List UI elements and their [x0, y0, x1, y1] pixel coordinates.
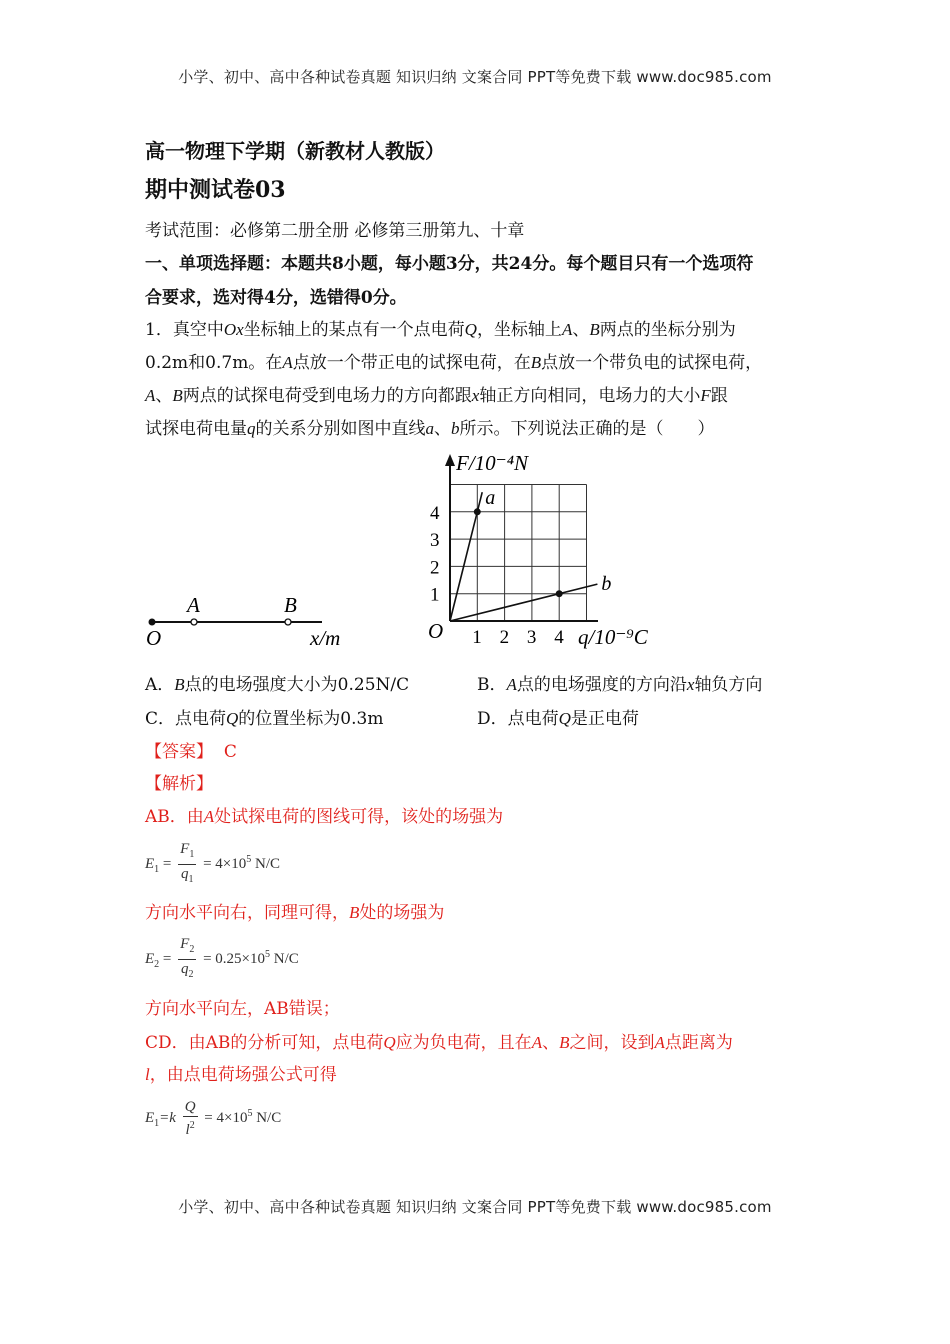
footer-banner: 小学、初中、高中各种试卷真题 知识归纳 文案合同 PPT等免费下载 www.doc985.com	[178, 1198, 772, 1216]
option-b[interactable]: B．A点的电场强度的方向沿x轴负方向	[477, 675, 763, 695]
section-heading-line2: 合要求，选对得4分，选错得0分。	[145, 288, 407, 308]
series-line-b	[450, 584, 597, 621]
y-tick-label: 2	[430, 557, 440, 579]
x-axis-figure	[140, 585, 370, 655]
y-tick-label: 3	[430, 530, 440, 552]
formula-e1-coulomb: $E_1=k$ $\frac{Q}{l^2}$ = $4\times 10^5$ N/C	[145, 1099, 282, 1138]
point-b-label: B	[284, 593, 297, 617]
f-q-chart	[420, 448, 670, 658]
chart-origin-label: O	[428, 619, 444, 643]
answer-value: C	[223, 742, 237, 762]
series-label-a: a	[485, 487, 496, 510]
answer-label: 【答案】	[145, 742, 213, 762]
paper-title: 高一物理下学期（新教材人教版）	[145, 139, 445, 163]
paper-subtitle: 期中测试卷03	[145, 177, 286, 203]
analysis-cd-line: CD．由AB的分析可知，点电荷Q应为负电荷，且在A、B之间，设到A点距离为	[145, 1033, 733, 1053]
series-point-a	[474, 508, 481, 515]
question-line-1: 1．真空中Ox坐标轴上的某点有一个点电荷Q，坐标轴上A、B两点的坐标分别为	[145, 320, 736, 340]
question-line-4: 试探电荷电量q的关系分别如图中直线a、b所示。下列说法正确的是（ ）	[145, 419, 715, 439]
axis-label: x/m	[310, 626, 341, 650]
x-tick-label: 4	[554, 627, 564, 648]
question-line-2: 0.2m和0.7m。在A点放一个带正电的试探电荷，在B点放一个带负电的试探电荷，	[145, 353, 763, 373]
section-heading-line1: 一、单项选择题：本题共8小题，每小题3分，共24分。每个题目只有一个选项符	[145, 254, 754, 274]
series-point-b	[556, 590, 563, 597]
x-tick-label: 1	[472, 627, 482, 648]
x-tick-label: 3	[526, 627, 537, 648]
option-a[interactable]: A．B点的电场强度大小为0.25N/C	[145, 675, 410, 695]
y-tick-label: 4	[430, 502, 440, 524]
point-b-marker	[285, 619, 291, 625]
formula-e2: $E_2$ = $\frac{F_2}{q_2}$ = $0.25\times 10^5$ N/C	[145, 936, 299, 980]
origin-label: O	[146, 626, 162, 650]
formula-e1: $E_1$ = $\frac{F_1}{q_1}$ = $4\times 10^5$ N/C	[145, 841, 280, 885]
series-label-b: b	[601, 573, 612, 596]
y-axis-label: F/10⁻⁴N	[456, 451, 529, 475]
x-tick-label: 2	[499, 627, 510, 648]
origin-point	[149, 619, 156, 626]
y-axis-arrow	[445, 454, 455, 466]
answer-line	[145, 741, 237, 763]
analysis-cd-line-2: l，由点电荷场强公式可得	[145, 1065, 337, 1085]
exam-scope: 考试范围：必修第二册全册 必修第三册第九、十章	[145, 221, 525, 241]
analysis-label: 【解析】	[145, 774, 213, 794]
x-axis-label: q/10⁻⁹C	[578, 625, 648, 649]
point-a-marker	[191, 619, 197, 625]
header-banner: 小学、初中、高中各种试卷真题 知识归纳 文案合同 PPT等免费下载 www.doc985.com	[178, 68, 772, 86]
point-a-label: A	[187, 593, 200, 617]
analysis-ab-line: AB．由A处试探电荷的图线可得，该处的场强为	[145, 807, 504, 827]
y-tick-label: 1	[430, 584, 440, 606]
analysis-line-2: 方向水平向右，同理可得，B处的场强为	[145, 903, 445, 923]
analysis-line-3: 方向水平向左，AB错误；	[145, 999, 340, 1019]
option-d[interactable]: D．点电荷Q是正电荷	[477, 709, 639, 729]
option-c[interactable]: C．点电荷Q的位置坐标为0.3m	[145, 709, 384, 729]
question-line-3: A、B两点的试探电荷受到电场力的方向都跟x轴正方向相同，电场力的大小F跟	[145, 386, 728, 406]
